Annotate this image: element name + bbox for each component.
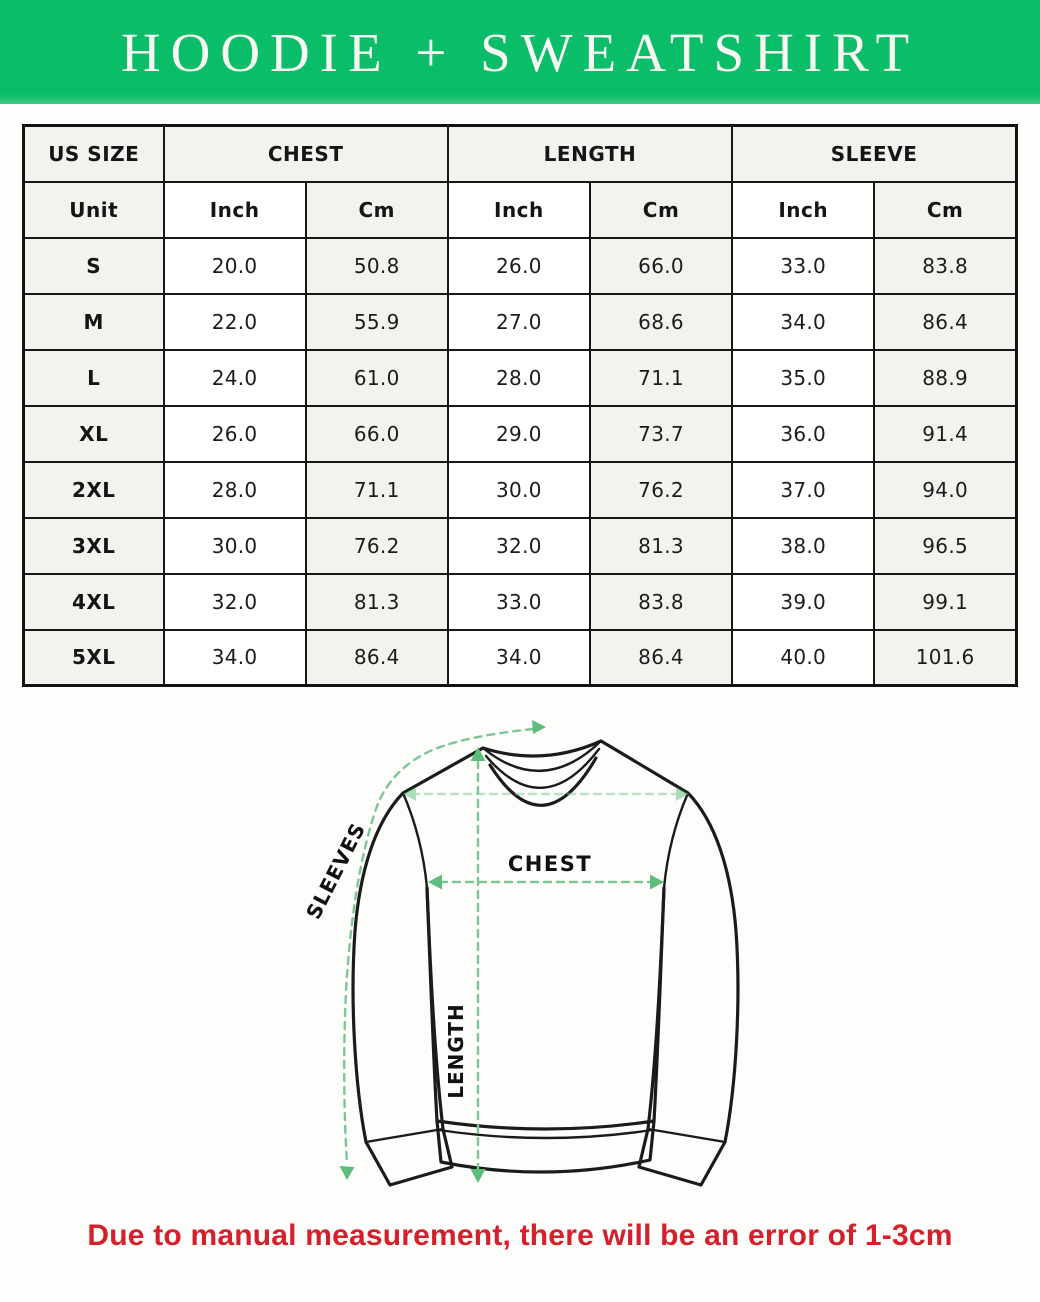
value-cell: 32.0 (164, 574, 306, 630)
sweatshirt-outline (353, 741, 738, 1185)
value-cell: 37.0 (732, 462, 874, 518)
arrow-down-icon (340, 1166, 355, 1180)
value-cell: 68.6 (590, 294, 732, 350)
value-cell: 94.0 (874, 462, 1016, 518)
arrow-left-icon (428, 875, 442, 890)
value-cell: 61.0 (306, 350, 448, 406)
col-header-us-size: US SIZE (24, 126, 164, 182)
value-cell: 83.8 (874, 238, 1016, 294)
value-cell: 88.9 (874, 350, 1016, 406)
unit-cm-cell: Cm (874, 182, 1016, 238)
table-row (24, 630, 1017, 686)
unit-cm-cell: Cm (590, 182, 732, 238)
value-cell: 30.0 (164, 518, 306, 574)
sweatshirt-diagram (300, 701, 780, 1209)
value-cell: 83.8 (590, 574, 732, 630)
table-row (24, 294, 1017, 350)
page-title: HOODIE + SWEATSHIRT (120, 21, 920, 83)
arrow-right-icon (532, 720, 546, 734)
value-cell: 22.0 (164, 294, 306, 350)
measurement-disclaimer: Due to manual measurement, there will be an error of 1-3cm (87, 1219, 953, 1252)
group-header-row (24, 126, 1017, 182)
value-cell: 40.0 (732, 630, 874, 686)
value-cell: 28.0 (448, 350, 590, 406)
table-row (24, 406, 1017, 462)
value-cell: 30.0 (448, 462, 590, 518)
value-cell: 71.1 (590, 350, 732, 406)
value-cell: 81.3 (590, 518, 732, 574)
chest-label: CHEST (507, 852, 593, 876)
unit-inch-cell: Inch (164, 182, 306, 238)
value-cell: 29.0 (448, 406, 590, 462)
size-label-cell: L (24, 350, 164, 406)
col-header-length: LENGTH (448, 126, 732, 182)
col-header-chest: CHEST (164, 126, 448, 182)
value-cell: 86.4 (306, 630, 448, 686)
unit-inch-cell: Inch (732, 182, 874, 238)
arrow-right-icon (650, 875, 664, 890)
value-cell: 39.0 (732, 574, 874, 630)
value-cell: 99.1 (874, 574, 1016, 630)
sleeves-label: SLEEVES (301, 818, 371, 924)
value-cell: 73.7 (590, 406, 732, 462)
value-cell: 76.2 (306, 518, 448, 574)
value-cell: 81.3 (306, 574, 448, 630)
value-cell: 86.4 (590, 630, 732, 686)
value-cell: 34.0 (448, 630, 590, 686)
value-cell: 32.0 (448, 518, 590, 574)
value-cell: 20.0 (164, 238, 306, 294)
value-cell: 34.0 (732, 294, 874, 350)
value-cell: 34.0 (164, 630, 306, 686)
size-label-cell: 3XL (24, 518, 164, 574)
value-cell: 55.9 (306, 294, 448, 350)
size-label-cell: XL (24, 406, 164, 462)
value-cell: 26.0 (448, 238, 590, 294)
value-cell: 24.0 (164, 350, 306, 406)
value-cell: 28.0 (164, 462, 306, 518)
size-label-cell: M (24, 294, 164, 350)
value-cell: 96.5 (874, 518, 1016, 574)
chest-measure-line (428, 852, 664, 890)
unit-cm-cell: Cm (306, 182, 448, 238)
title-banner (0, 0, 1040, 104)
value-cell: 76.2 (590, 462, 732, 518)
size-label-cell: 5XL (24, 630, 164, 686)
length-measure-line (444, 747, 486, 1183)
table-row (24, 238, 1017, 294)
value-cell: 66.0 (306, 406, 448, 462)
unit-inch-cell: Inch (448, 182, 590, 238)
shoulder-measure-line (403, 787, 689, 801)
size-table (22, 124, 1018, 687)
value-cell: 101.6 (874, 630, 1016, 686)
length-label: LENGTH (444, 1003, 468, 1099)
unit-header-row (24, 182, 1017, 238)
value-cell: 86.4 (874, 294, 1016, 350)
value-cell: 27.0 (448, 294, 590, 350)
size-label-cell: 4XL (24, 574, 164, 630)
value-cell: 26.0 (164, 406, 306, 462)
value-cell: 38.0 (732, 518, 874, 574)
value-cell: 33.0 (448, 574, 590, 630)
value-cell: 36.0 (732, 406, 874, 462)
table-row (24, 350, 1017, 406)
table-row (24, 574, 1017, 630)
value-cell: 50.8 (306, 238, 448, 294)
arrow-down-icon (471, 1169, 486, 1183)
value-cell: 71.1 (306, 462, 448, 518)
table-row (24, 518, 1017, 574)
value-cell: 66.0 (590, 238, 732, 294)
value-cell: 35.0 (732, 350, 874, 406)
col-header-sleeve: SLEEVE (732, 126, 1016, 182)
value-cell: 91.4 (874, 406, 1016, 462)
unit-header-cell: Unit (24, 182, 164, 238)
size-label-cell: S (24, 238, 164, 294)
table-row (24, 462, 1017, 518)
size-label-cell: 2XL (24, 462, 164, 518)
value-cell: 33.0 (732, 238, 874, 294)
